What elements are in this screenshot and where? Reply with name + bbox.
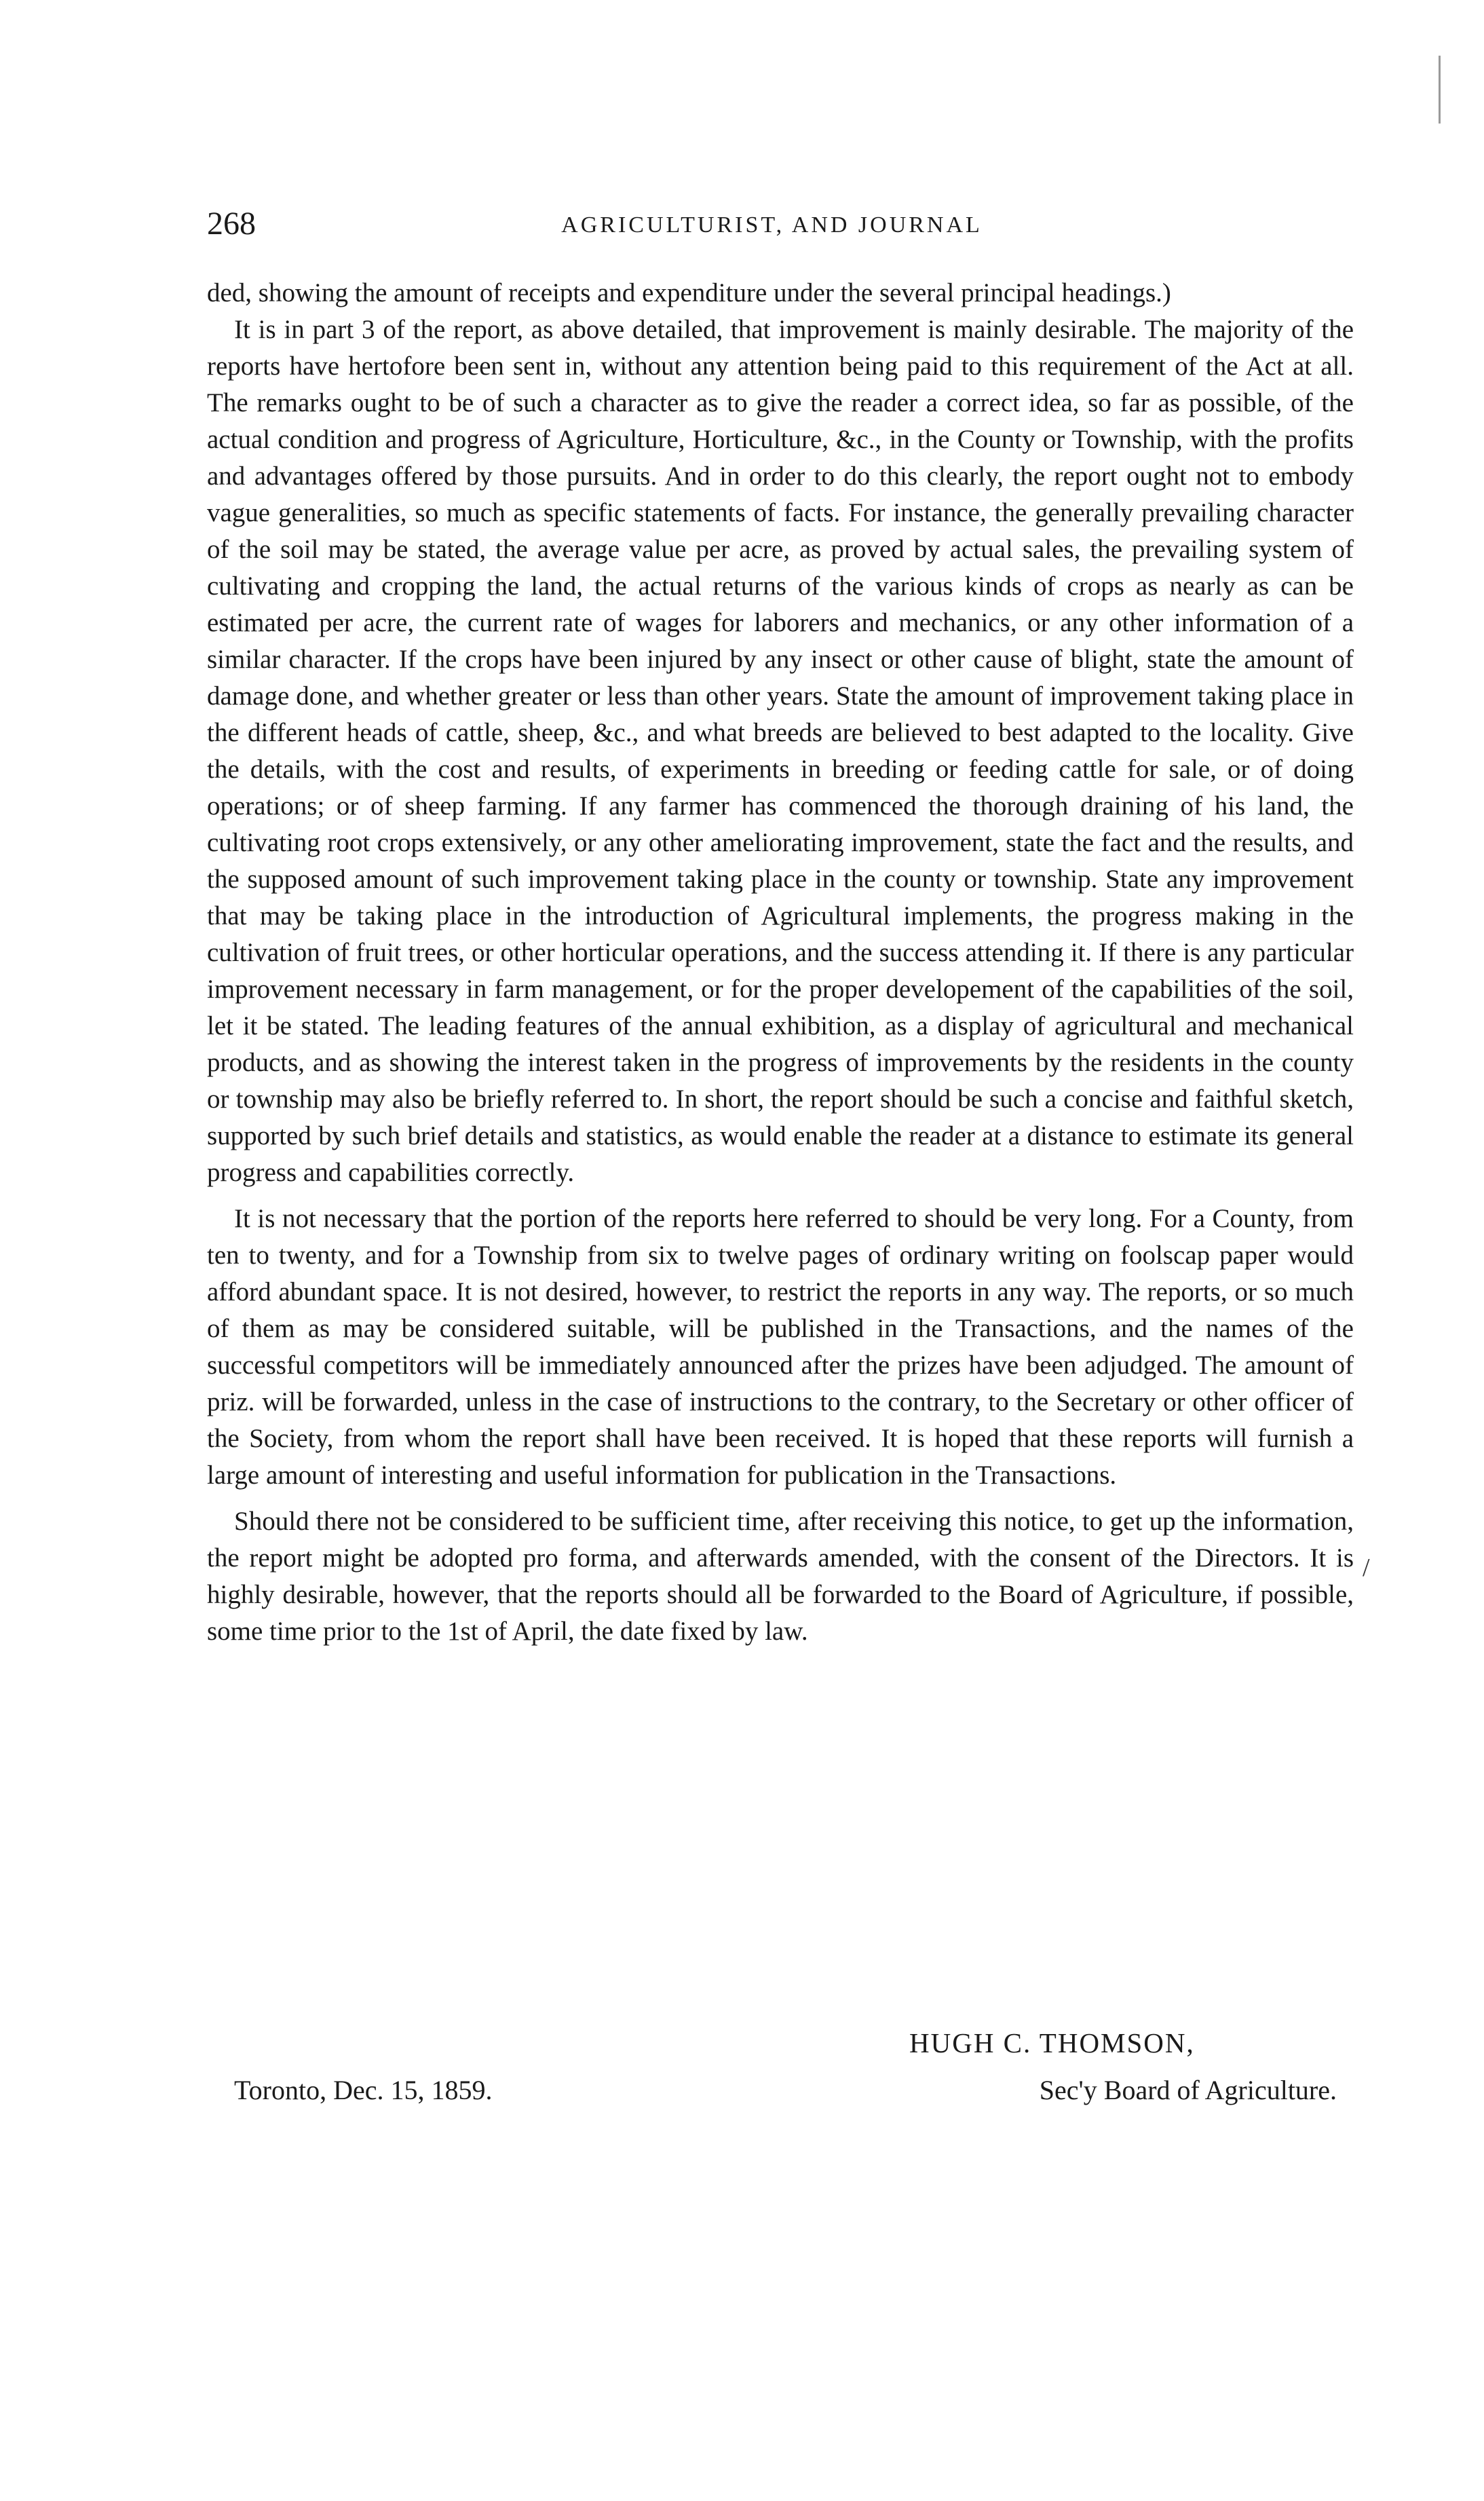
running-title: AGRICULTURIST, AND JOURNAL xyxy=(561,212,983,238)
paragraph-report-length: It is not necessary that the portion of the reports here referred to should be very long. For a County, from ten to twenty, and for a Township from six to twelve pages of ordinary writing on foolscap paper would afford abundant space. It is not desired, however, to restrict the reports in any way. The reports, or so much of them as may be considered suitable, will be published in the Transactions, and the names of the successful competitors will be immediately announced after the prizes have been adjudged. The amount of priz. will be forwarded, unless in the case of instructions to the contrary, to the Secretary or other officer of the Society, from whom the report shall have been received. It is hoped that these reports will furnish a large amount of interesting and useful information for publication in the Transactions. xyxy=(207,1204,1354,1490)
place-and-date: Toronto, Dec. 15, 1859. xyxy=(234,2075,493,2105)
running-head xyxy=(207,204,1337,244)
page-number: 268 xyxy=(207,206,256,242)
paragraph-report-part-3: It is in part 3 of the report, as above detailed, that improvement is mainly desirable. The majority of the reports have hertofore been sent in, without any attention being paid to this requirement of the Act at all. The remarks ought to be of such a character as to give the reader a correct idea, so far as possible, of the actual condition and progress of Agriculture, Horticulture, &c., in the County or Township, with the profits and advantages offered by those pursuits. And in order to do this clearly, the report ought not to embody vague generalities, so much as specific statements of facts. For instance, the generally prevailing character of the soil may be stated, the average value per acre, as proved by actual sales, the prevailing system of cultivating and cropping the land, the actual returns of the various kinds of crops as nearly as can be estimated per acre, the current rate of wages for laborers and mechanics, or any other information of a similar character. If the crops have been injured by any insect or other cause of blight, state the amount of damage done, and whether greater or less than other years. State the amount of improvement taking place in the different heads of cattle, sheep, &c., and what breeds are believed to best adapted to the locality. Give the details, with the cost and results, of experiments in breeding or feeding cattle for sale, or of doing operations; or of sheep farming. If any farmer has commenced the thorough draining of his land, the cultivating root crops extensively, or any other ameliorating improvement, state the fact and the results, and the supposed amount of such improvement taking place in the county or township. State any improvement that may be taking place in the introduction of Agricultural implements, the progress making in the cultivation of fruit trees, or other horticular operations, and the success attending it. If there is any particular improvement necessary in farm management, or for the proper developement of the capabilities of the soil, let it be stated. The leading features of the annual exhibition, as a display of agricultural and mechanical products, and as showing the interest taken in the progress of improvements by the residents in the county or township may also be briefly referred to. In short, the report should be such a concise and faithful sketch, supported by such brief details and statistics, as would enable the reader at a distance to estimate its general progress and capabilities correctly. xyxy=(207,315,1354,1187)
signature-block xyxy=(207,2023,1337,2118)
paragraph-submission-deadline: Should there not be considered to be sufficient time, after receiving this notice, to get up the information, the report might be adopted pro forma, and afterwards amended, with the consent of the Directors. It is highly desirable, however, that the reports should all be forwarded to the Board of Agriculture, if possible, some time prior to the 1st of April, the date fixed by law. xyxy=(207,1507,1354,1646)
margin-mark: / xyxy=(1363,1554,1370,1582)
signatory-name: HUGH C. THOMSON, xyxy=(909,2027,1195,2058)
scan-edge-mark xyxy=(1439,56,1441,124)
signatory-title: Sec'y Board of Agriculture. xyxy=(1039,2075,1337,2105)
body-text xyxy=(207,275,1354,1650)
paragraph-continuation: ded, showing the amount of receipts and expenditure under the several principal headings.) xyxy=(207,278,1171,307)
